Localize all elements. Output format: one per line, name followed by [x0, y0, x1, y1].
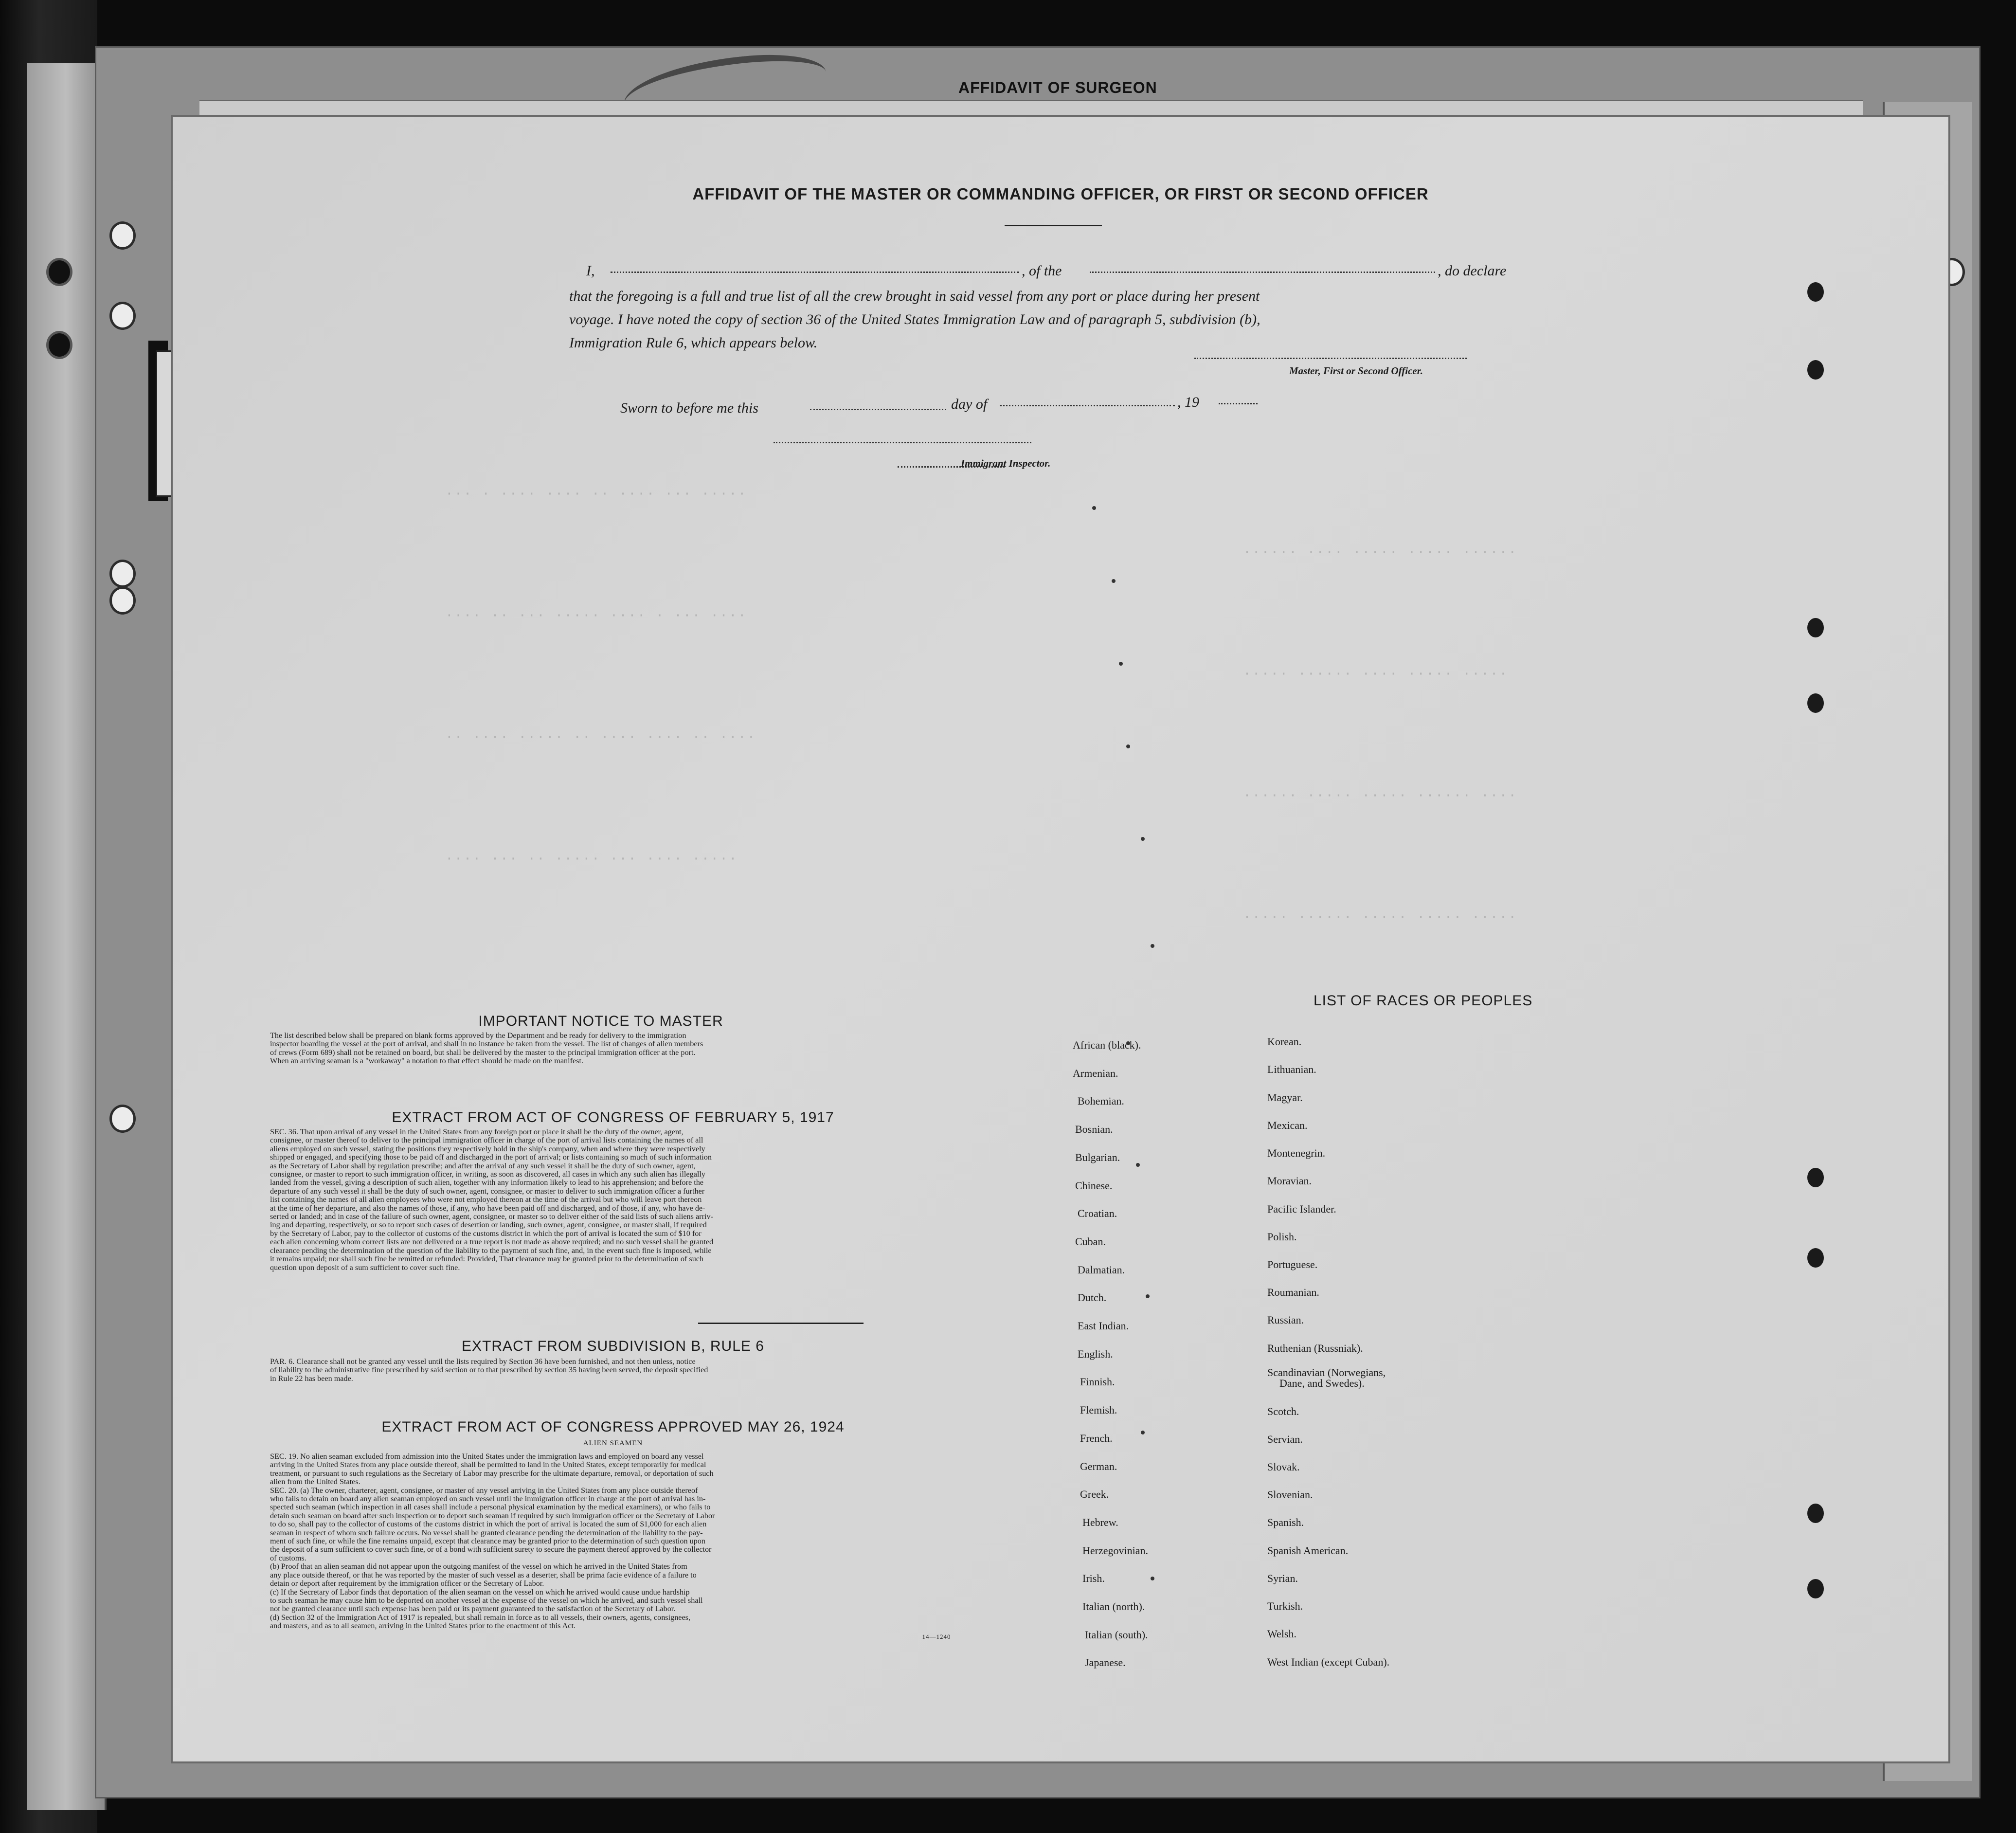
extract-1924-line: of customs.: [270, 1553, 306, 1562]
bleed-through-text: ··· · ···· ···· ·· ···· ··· ·····: [445, 487, 747, 502]
sworn-day-line: [810, 409, 946, 410]
bleed-through-text: ····· ······ ···· ····· ·····: [1243, 667, 1509, 682]
extract-1924-line: SEC. 19. No alien seaman excluded from admission into the United States under the immigration laws and employed on board any vessel: [270, 1452, 704, 1461]
race-entry: Irish.: [1082, 1572, 1105, 1585]
punch-hole: [1807, 1504, 1824, 1523]
extract-1924-line: spected such seaman (which inspection in all cases shall include a personal physical examination by the medical examiners), or who fails to: [270, 1503, 711, 1512]
extract-1924-line: any place outside thereof, or that he was reported by the master of such vessel as a deserter, shall be prima facie evidence of a failure to: [270, 1570, 697, 1579]
punch-hole: [1807, 282, 1824, 302]
speck: [1141, 1431, 1145, 1434]
extract-1917-line: as the Secretary of Labor shall by regulation prescribe; and after the arrival of any such vessel it shall be the duty of such owner, agent,: [270, 1161, 696, 1170]
race-entry: Moravian.: [1267, 1175, 1312, 1187]
alien-seamen-subtitle: ALIEN SEAMEN: [583, 1439, 643, 1447]
sworn-label: Sworn to before me this: [620, 400, 758, 416]
race-entry: Turkish.: [1267, 1600, 1303, 1612]
extract-1917-line: landed from the vessel, giving a description of such alien, together with any information likely to lead to his apprehension; and before the: [270, 1178, 703, 1187]
punch-hole: [1807, 360, 1824, 380]
extract-1924-text: [270, 1452, 1034, 1631]
extract-1924-line: ment of such fine, or while the fine remains unpaid, except that clearance may be granted prior to the determination of such question upon: [270, 1537, 705, 1546]
extract-1924-line: alien from the United States.: [270, 1477, 360, 1487]
race-entry: Dalmatian.: [1078, 1263, 1125, 1276]
vessel-name-line: [1090, 272, 1435, 273]
notice-line: When an arriving seaman is a "workaway" a notation to that effect should be made on the manifest.: [270, 1056, 584, 1066]
extract-1924-line: treatment, or pursuant to such regulations as the Secretary of Labor may prescribe for the ultimate departure, removal, or deportation of such: [270, 1469, 714, 1478]
race-entry: Pacific Islander.: [1267, 1203, 1336, 1215]
extract-rule6-text: [270, 1358, 1034, 1383]
form-page: [173, 117, 1948, 1761]
extract-1917-line: SEC. 36. That upon arrival of any vessel in the United States from any foreign port or place it shall be the duty of the owner, agent,: [270, 1127, 684, 1136]
binder-hole: [109, 586, 136, 615]
race-entry: Dutch.: [1078, 1291, 1107, 1304]
bleed-through-text: ·· ···· ····· ·· ···· ···· ·· ····: [445, 730, 756, 745]
race-entry: Polish.: [1267, 1231, 1297, 1243]
bleed-through-text: ······ ····· ····· ······ ····: [1243, 788, 1518, 803]
affidavit-body-line-3: Immigration Rule 6, which appears below.: [569, 335, 818, 351]
race-entry: Ruthenian (Russniak).: [1267, 1342, 1363, 1354]
extract-1917-line: serted or landed; and in case of the failure of such owner, agent, consignee, or master so to deliver either of the said lists of such aliens arriv-: [270, 1212, 713, 1221]
extract-1917-line: departure of any such vessel it shall be the duty of such owner, agent, consignee, or master to deliver to such immigration officer a further: [270, 1186, 705, 1196]
affidavit-of-surgeon-label: AFFIDAVIT OF SURGEON: [958, 79, 1157, 96]
extract-1917-title: EXTRACT FROM ACT OF CONGRESS OF FEBRUARY 5, 1917: [392, 1109, 834, 1125]
speck: [1141, 837, 1145, 841]
extract-1924-title: EXTRACT FROM ACT OF CONGRESS APPROVED MAY 26, 1924: [381, 1419, 845, 1435]
race-entry: Bulgarian.: [1075, 1151, 1120, 1163]
races-title: LIST OF RACES OR PEOPLES: [1314, 993, 1533, 1009]
bleed-through-text: ······ ···· ····· ····· ······: [1243, 545, 1518, 560]
extract-1924-line: detain such seaman on board after such inspection or to deport such seaman if required by such immigration officer or the Secretary of Labor: [270, 1511, 715, 1520]
punch-hole: [1807, 1168, 1824, 1187]
race-entry: Cuban.: [1075, 1235, 1106, 1248]
speck: [1126, 744, 1130, 748]
extract-1917-line: shipped or engaged, and specifying those to be paid off and discharged in the port of arrival; or lists containing so much of such information: [270, 1153, 712, 1162]
race-entry: German.: [1080, 1460, 1117, 1472]
speck: [1136, 1163, 1140, 1167]
extract-1917-text: [270, 1128, 1034, 1272]
declarant-prefix: I,: [586, 263, 595, 279]
extract-1924-line: seaman in respect of whom such failure occurs. No vessel shall be granted clearance pending the determination of the liability to the pay-: [270, 1528, 703, 1537]
bleed-through-text: ····· ······ ····· ····· ·····: [1243, 910, 1518, 925]
affidavit-body-line-2: voyage. I have noted the copy of section 36 of the United States Immigration Law and of paragraph 5, subdivision (b),: [569, 311, 1260, 327]
extract-1917-line: ing and departing, respectively, or so to report such cases of desertion or landing, such owner, agent, consignee, or master shall, if required: [270, 1220, 707, 1230]
notice-line: of crews (Form 689) shall not be retained on board, but shall be delivered by the master to the principal immigration officer at the port.: [270, 1048, 696, 1057]
do-declare-label: , do declare: [1438, 263, 1507, 279]
speck: [1119, 662, 1123, 666]
extract-1917-line: consignee, or master thereof to deliver to the principal immigration officer in charge of the port of arrival lists containing the names of all: [270, 1136, 703, 1145]
extract-1917-line: each alien concerning whom correct lists are not delivered or a true report is not made as above required; and no such vessel shall be granted: [270, 1237, 714, 1247]
race-entry: Russian.: [1267, 1314, 1304, 1326]
affidavit-title: AFFIDAVIT OF THE MASTER OR COMMANDING OFFICER, OR FIRST OR SECOND OFFICER: [692, 185, 1429, 203]
bleed-through-text: ···· ·· ··· ····· ···· · ··· ····: [445, 608, 747, 623]
title-underline: [1005, 225, 1102, 226]
binder-hole: [46, 258, 72, 286]
extract-1917-line: consignee, or master to report to such immigration officer, in writing, as soon as discovered, all cases in which any such alien has illegally: [270, 1170, 705, 1179]
master-signature-label: Master, First or Second Officer.: [1289, 365, 1423, 377]
extract-1924-line: and masters, and as to all seamen, arriving in the United States prior to the enactment of this Act.: [270, 1621, 576, 1631]
race-entry: Korean.: [1267, 1035, 1302, 1048]
race-entry: Greek.: [1080, 1488, 1109, 1501]
binder-hole: [46, 331, 72, 359]
extract-1917-line: question upon deposit of a sum sufficient to cover such fine.: [270, 1263, 460, 1272]
punch-hole: [1807, 618, 1824, 637]
race-entry: Italian (south).: [1085, 1628, 1148, 1641]
extract-1924-line: (d) Section 32 of the Immigration Act of 1917 is repealed, but shall remain in force as to all vessels, their owners, agents, consignees,: [270, 1613, 691, 1622]
inspector-signature-label: Immigrant Inspector.: [961, 457, 1051, 469]
race-entry: Scotch.: [1267, 1405, 1299, 1417]
master-signature-line: [1194, 358, 1467, 359]
race-entry: Spanish.: [1267, 1516, 1304, 1528]
race-entry: Armenian.: [1073, 1067, 1118, 1079]
sworn-month-line: [1000, 405, 1175, 406]
of-the-label: , of the: [1022, 263, 1062, 279]
race-entry: Bosnian.: [1075, 1123, 1113, 1136]
race-entry: Mexican.: [1267, 1119, 1308, 1131]
speck: [1146, 1294, 1150, 1298]
speck: [1112, 579, 1116, 583]
race-entry: West Indian (except Cuban).: [1267, 1656, 1390, 1668]
race-entry: Montenegrin.: [1267, 1147, 1326, 1159]
race-entry: French.: [1080, 1432, 1113, 1444]
bleed-through-text: ···· ··· ·· ····· ··· ···· ·····: [445, 852, 738, 867]
day-of-label: day of: [951, 396, 988, 412]
race-entry: Finnish.: [1080, 1376, 1115, 1388]
race-entry: Roumanian.: [1267, 1286, 1319, 1298]
extract-rule6-title: EXTRACT FROM SUBDIVISION B, RULE 6: [462, 1338, 764, 1354]
extract-1924-line: SEC. 20. (a) The owner, charterer, agent, consignee, or master of any vessel arriving in the United States from any place outside thereof: [270, 1486, 698, 1495]
form-code: 14—1240: [922, 1633, 951, 1640]
binder-hole: [109, 302, 136, 330]
race-entry: Herzegovinian.: [1082, 1544, 1148, 1557]
inspector-signature-line: [774, 442, 1031, 443]
notice-title: IMPORTANT NOTICE TO MASTER: [478, 1013, 723, 1029]
declarant-name-line: [611, 272, 1019, 273]
year-prefix: , 19: [1177, 394, 1199, 410]
extract-1924-line: the deposit of a sum sufficient to cover such fine, or of a bond with sufficient surety to secure the payment thereof approved by the collector: [270, 1545, 712, 1554]
race-entry: Lithuanian.: [1267, 1063, 1316, 1075]
extract-1917-line: it remains unpaid; nor shall such fine be remitted or refunded: Provided, That clearance may be granted prior to the determination of such: [270, 1254, 704, 1264]
extract-1924-line: to such seaman he may cause him to be deported on another vessel at the expense of the vessel on which he arrived, and such vessel shall: [270, 1596, 703, 1605]
extract-rule6-line: of liability to the administrative fine prescribed by said section or to that prescribed by section 35 having been served, the deposit specified: [270, 1365, 708, 1375]
race-entry: Flemish.: [1080, 1404, 1117, 1416]
speck: [1151, 944, 1154, 948]
extract-1924-line: to do so, shall pay to the collector of customs of the customs district in which the port of arrival is located the sum of $1,000 for each alien: [270, 1520, 707, 1529]
race-entry: African (black).: [1073, 1039, 1141, 1051]
race-entry: English.: [1078, 1347, 1113, 1360]
race-entry: Portuguese.: [1267, 1258, 1318, 1270]
speck: [1151, 1577, 1154, 1580]
extract-1924-line: not be granted clearance until such expense has been paid or its payment guaranteed to the satisfaction of the Secretary of Labor.: [270, 1604, 676, 1614]
notice-line: inspector boarding the vessel at the port of arrival, and shall in no instance be taken from the vessel. The list of changes of alien members: [270, 1039, 703, 1049]
extract-rule6-line: in Rule 22 has been made.: [270, 1374, 353, 1383]
speck: [1092, 506, 1096, 510]
race-entry: Chinese.: [1075, 1179, 1113, 1192]
race-entry: Hebrew.: [1082, 1516, 1118, 1528]
race-entry: Slovak.: [1267, 1461, 1300, 1473]
extract-1924-line: (c) If the Secretary of Labor finds that deportation of the alien seaman on the vessel on which he arrived would cause undue hardship: [270, 1587, 690, 1597]
race-entry: Bohemian.: [1078, 1095, 1124, 1107]
binder-hole: [109, 560, 136, 588]
extract-1924-line: who fails to detain on board any alien seaman employed on such vessel until the immigration officer in charge at the port of arrival has in-: [270, 1494, 706, 1504]
extract-1917-line: list containing the names of all alien employees who were not employed thereon at the time of the arrival but who will leave port thereon: [270, 1195, 702, 1204]
race-entry: Japanese.: [1085, 1656, 1126, 1669]
race-entry: Spanish American.: [1267, 1544, 1349, 1557]
punch-hole: [1807, 1248, 1824, 1268]
notice-text: [270, 1032, 1034, 1066]
section-divider: [698, 1323, 864, 1324]
extract-1924-line: arriving in the United States from any place outside thereof, shall be permitted to land in the United States, except temporarily for medical: [270, 1460, 706, 1470]
affidavit-body-line-1: that the foregoing is a full and true list of all the crew brought in said vessel from any port or place during her present: [569, 288, 1260, 304]
punch-hole: [1807, 693, 1824, 713]
race-entry: Slovenian.: [1267, 1488, 1313, 1501]
notice-line: The list described below shall be prepared on blank forms approved by the Department and be ready for delivery to the immigration: [270, 1031, 686, 1040]
extract-1924-line: detain or deport after requirement by the immigration officer or the Secretary of Labor.: [270, 1579, 544, 1588]
race-entry: Syrian.: [1267, 1572, 1298, 1584]
binder-hole: [109, 1105, 136, 1133]
punch-hole: [1807, 1579, 1824, 1598]
sworn-year-line: [1219, 403, 1258, 404]
race-entry: East Indian.: [1078, 1320, 1129, 1332]
extract-1924-line: (b) Proof that an alien seaman did not appear upon the outgoing manifest of the vessel on which he arrived in the United States from: [270, 1562, 687, 1571]
race-entry: Servian.: [1267, 1433, 1303, 1445]
extract-1917-line: clearance pending the determination of the question of the liability to the payment of such fine, and, in the event such fine is imposed, while: [270, 1246, 712, 1255]
race-entry: Croatian.: [1078, 1207, 1117, 1220]
race-entry: Dane, and Swedes).: [1279, 1377, 1365, 1389]
extract-1917-line: aliens employed on such vessel, stating the positions they respectively hold in the ship's company, when and where they were respectively: [270, 1144, 705, 1153]
race-entry: Italian (north).: [1082, 1600, 1145, 1613]
race-entry: Welsh.: [1267, 1628, 1296, 1640]
binder-hole: [109, 221, 136, 250]
extract-1917-line: by the Secretary of Labor, pay to the collector of customs of the customs district in which the port of arrival is located the sum of $10 for: [270, 1229, 702, 1238]
extract-rule6-line: PAR. 6. Clearance shall not be granted any vessel until the lists required by Section 36 have been furnished, and not then unless, notice: [270, 1357, 696, 1366]
extract-1917-line: at the time of her departure, and also the names of those, if any, who have been paid off and discharged, and of those, if any, who have de-: [270, 1203, 705, 1213]
race-entry: Scandinavian (Norwegians,: [1267, 1366, 1386, 1379]
race-entry: Magyar.: [1267, 1091, 1303, 1104]
